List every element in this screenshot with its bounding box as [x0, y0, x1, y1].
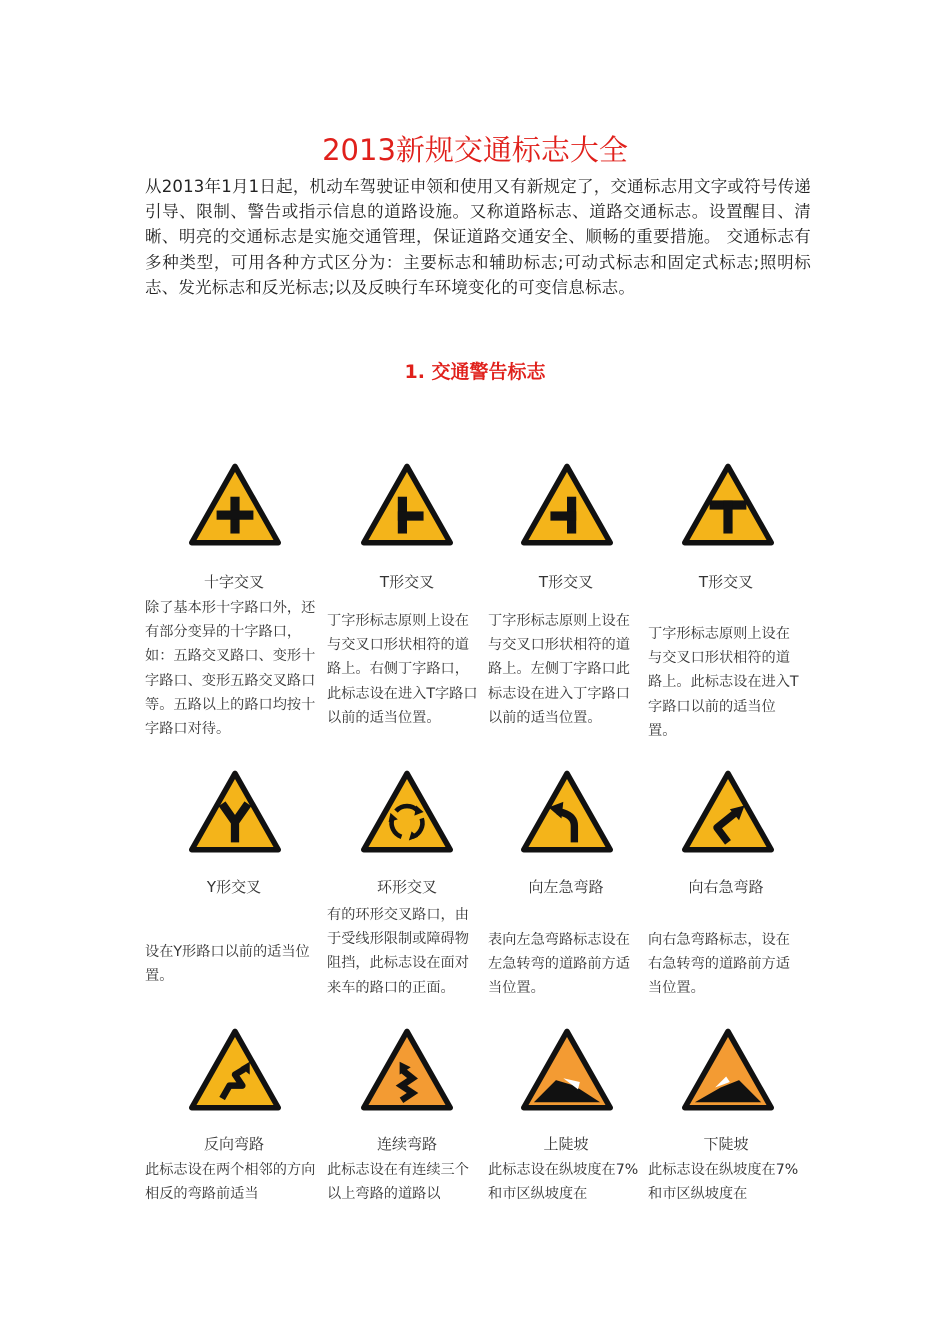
- sign-name: 下陡坡: [703, 1135, 749, 1153]
- steep-descent-icon: [682, 1028, 774, 1112]
- sign-description: 有的环形交叉路口，由于受线形限制或障碍物阻挡，此标志设在面对来车的路口的正面。: [327, 907, 469, 996]
- winding-road-icon: [361, 1028, 453, 1112]
- t-junction-icon: [682, 463, 774, 547]
- sign-name: 向左急弯路: [528, 878, 604, 896]
- sign-name: 反向弯路: [203, 1135, 264, 1153]
- sign-name: 连续弯路: [376, 1135, 437, 1153]
- sign-name: T形交叉: [538, 573, 594, 591]
- sign-description: 丁字形标志原则上设在与交叉口形状相符的道路上。此标志设在进入T字路口以前的适当位置。: [648, 626, 799, 739]
- sign-description: 此标志设在有连续三个以上弯路的道路以: [327, 1162, 469, 1203]
- y-junction-icon: [189, 770, 281, 854]
- sign-name: T形交叉: [379, 573, 435, 591]
- sign-name: 十字交叉: [203, 573, 264, 591]
- reverse-curve-icon: [189, 1028, 281, 1112]
- steep-ascent-icon: [521, 1028, 613, 1112]
- sign-description: 丁字形标志原则上设在与交叉口形状相符的道路上。右侧丁字路口，此标志设在进入T字路口以前的适当位置。: [327, 613, 478, 726]
- sign-name: 向右急弯路: [688, 878, 764, 896]
- sign-name: 环形交叉: [376, 878, 437, 896]
- sign-description: 除了基本形十字路口外，还有部分变异的十字路口，如：五路交叉路口、变形十字路口、变形五路交叉路口等。五路以上的路口均按十字路口对待。: [145, 600, 316, 738]
- sharp-left-curve-icon: [521, 770, 613, 854]
- t-junction-left-icon: [521, 463, 613, 547]
- sign-description: 此标志设在纵坡度在7%和市区纵坡度在: [648, 1162, 799, 1203]
- sign-description: 设在Y形路口以前的适当位置。: [145, 944, 310, 985]
- roundabout-icon: [361, 770, 453, 854]
- sharp-right-curve-icon: [682, 770, 774, 854]
- section-title-warning-signs: 1. 交通警告标志: [404, 361, 546, 383]
- sign-description: 向右急弯路标志，设在右急转弯的道路前方适当位置。: [648, 932, 790, 997]
- sign-description: 此标志设在两个相邻的方向相反的弯路前适当: [145, 1162, 316, 1203]
- sign-name: T形交叉: [698, 573, 754, 591]
- crossroad-icon: [189, 463, 281, 547]
- sign-description: 此标志设在纵坡度在7%和市区纵坡度在: [488, 1162, 639, 1203]
- sign-name: 上陡坡: [543, 1135, 589, 1153]
- page-title: 2013新规交通标志大全: [322, 133, 628, 167]
- sign-name: Y形交叉: [206, 878, 262, 896]
- intro-paragraph: 从2013年1月1日起，机动车驾驶证申领和使用又有新规定了，交通标志用文字或符号传递引导、限制、警告或指示信息的道路设施。又称道路标志、道路交通标志。设置醒目、清晰、明亮的交通标志是实施交通管理，保证道路交通安全、顺畅的重要措施。 交通标志有多种类型，可用各种方式区分为：主要标志和辅助标志;可动式标志和固定式标志;照明标志、发光标志和反光标志;以及反映行车环境变化的可变信息标志。: [145, 177, 811, 297]
- t-junction-right-icon: [361, 463, 453, 547]
- sign-description: 表向左急弯路标志设在左急转弯的道路前方适当位置。: [488, 932, 630, 997]
- sign-description: 丁字形标志原则上设在与交叉口形状相符的道路上。左侧丁字路口此标志设在进入丁字路口以前的适当位置。: [488, 613, 630, 726]
